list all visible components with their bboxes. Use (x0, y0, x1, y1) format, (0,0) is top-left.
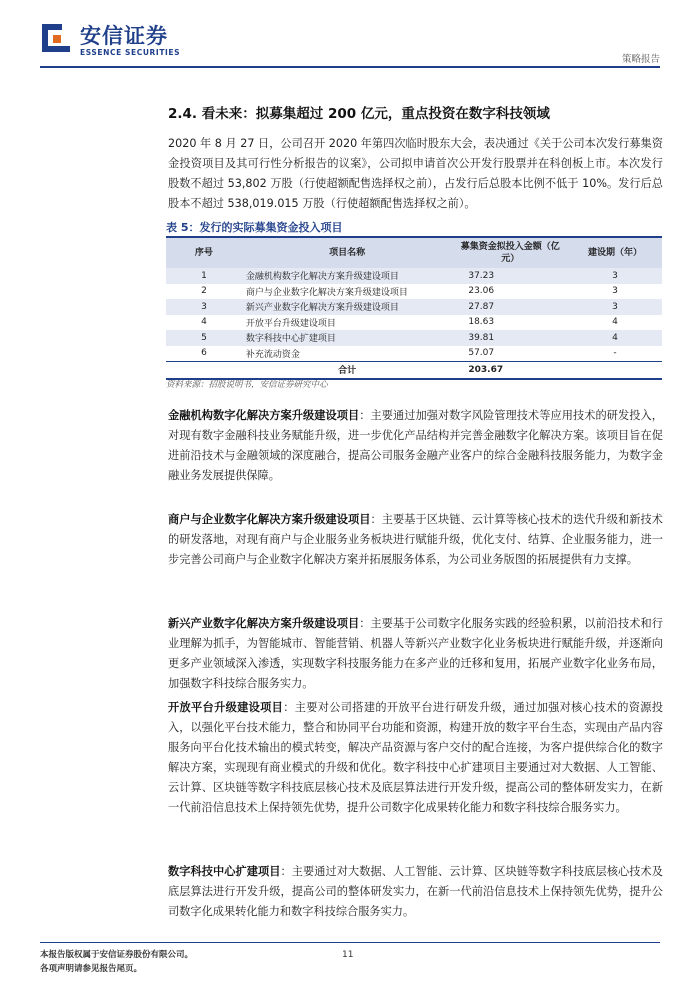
footer-divider (40, 942, 660, 943)
row-no: 4 (201, 317, 207, 328)
body-paragraph (168, 698, 663, 818)
row-project-name: 商户与企业数字化解决方案升级建设项目 (245, 287, 408, 298)
total-spacer (166, 362, 242, 379)
logo-english-name: ESSENCE SECURITIES (80, 48, 181, 57)
report-header (0, 0, 700, 70)
table-total-row (166, 362, 662, 379)
section-title: 2.4. 看未来：拟募集超过 200 亿元，重点投资在数字科技领域 (168, 106, 550, 122)
paragraph-text: ：主要通过对大数据、人工智能、云计算、区块链等数字科技底层核心技术及底层算法进行开发升级，提高公司的整体研发实力，在新一代前沿信息技术上保持领先优势，提升公司数字化成果转化能力和数字科技综合服务实力。 (168, 865, 663, 918)
body-paragraph (168, 614, 663, 694)
table-header-row (166, 237, 662, 268)
report-type-label: 策略报告 (621, 54, 660, 65)
row-period: 3 (612, 286, 618, 297)
page-number: 11 (342, 950, 354, 960)
table-row (166, 268, 662, 284)
body-paragraph (168, 406, 663, 486)
row-project-name: 金融机构数字化解决方案升级建设项目 (242, 268, 452, 284)
row-amount: 39.81 (452, 330, 568, 346)
row-period: 4 (612, 317, 618, 328)
table-row (166, 284, 662, 300)
row-amount: 57.07 (468, 348, 495, 359)
row-no: 3 (166, 299, 242, 315)
row-amount: 23.06 (468, 286, 495, 297)
row-period: 4 (568, 330, 662, 346)
row-no: 2 (201, 286, 207, 297)
essence-logo-icon (40, 22, 72, 54)
logo-chinese-name: 安信证券 (80, 24, 168, 48)
footer-copyright: 本报告版权属于安信证券股份有限公司。 (40, 950, 194, 960)
paragraph-lead: 数字科技中心扩建项目 (168, 865, 281, 878)
paragraph-text: ：主要基于区块链、云计算等核心技术的迭代升级和新技术的研发落地，对现有商户与企业服务业务板块进行赋能升级，优化支付、结算、企业服务能力，进一步完善公司商户与企业数字化解决方案并拓展服务体系，为公司业务版图的拓展提供有力支撑。 (168, 513, 663, 566)
body-paragraph (168, 510, 663, 570)
total-amount: 203.67 (452, 362, 568, 379)
row-no: 1 (166, 268, 242, 284)
row-amount: 27.87 (452, 299, 568, 315)
paragraph-lead: 新兴产业数字化解决方案升级建设项目 (168, 617, 360, 630)
paragraph-text: ：主要基于公司数字化服务实践的经验积累，以前沿技术和行业理解为抓手，为智能城市、智能营销、机器人等新兴产业数字化业务板块进行赋能升级，并逐渐向更多产业领域深入渗透，实现数字科技服务能力在多产业的迁移和复用，拓展产业数字化业务布局，加强数字科技综合服务实力。 (168, 617, 663, 690)
header-divider (40, 66, 660, 68)
table-row (166, 346, 662, 362)
paragraph-lead: 商户与企业数字化解决方案升级建设项目 (168, 513, 371, 526)
header-project-name: 项目名称 (242, 237, 452, 268)
row-amount: 37.23 (452, 268, 568, 284)
row-amount: 18.63 (468, 317, 495, 328)
row-no: 6 (201, 348, 207, 359)
header-amount: 募集资金拟投入金额（亿元） (452, 237, 568, 268)
row-project-name: 开放平台升级建设项目 (245, 318, 336, 329)
table-caption: 表 5：发行的实际募集资金投入项目 (166, 221, 343, 234)
row-period: 3 (568, 268, 662, 284)
total-label: 合计 (242, 362, 452, 379)
body-paragraph (168, 862, 663, 922)
row-project-name: 新兴产业数字化解决方案升级建设项目 (242, 299, 452, 315)
intro-paragraph: 2020 年 8 月 27 日，公司召开 2020 年第四次临时股东大会，表决通过《关于公司本次发行募集资金投资项目及其可行性分析报告的议案》，公司拟申请首次公开发行股票并在科创板上市。本次发行股数不超过 53,802 万股（行使超额配售选择权之前），占发行后总股本比例不低于 10%。发行后总股本不超过 538,019.015 万股（行使超额配售选择权之前）。 (168, 137, 663, 210)
paragraph-text: ：主要通过加强对数字风险管理技术等应用技术的研发投入，对现有数字金融科技业务赋能升级，进一步优化产品结构并完善金融数字化解决方案。该项目旨在促进前沿技术与金融领域的深度融合，提高公司服务金融产业客户的综合金融科技服务能力，为数字金融业务发展提供保障。 (168, 409, 663, 482)
header-no: 序号 (166, 237, 242, 268)
total-spacer (568, 362, 662, 379)
table-row (166, 315, 662, 331)
footer-notice: 各项声明请参见报告尾页。 (40, 964, 143, 974)
header-period: 建设期（年） (568, 237, 662, 268)
paragraph-text: ：主要对公司搭建的开放平台进行研发升级，通过加强对核心技术的资源投入，以强化平台技术能力，整合和协同平台功能和资源，构建开放的数字平台生态，实现由产品内容服务向平台化技术输出的模式转变，解决产品资源与客户交付的配合连接，为客户提供综合化的数字解决方案，实现现有商业模式的升级和优化。数字科技中心扩建项目主要通过对大数据、人工智能、云计算、区块链等数字科技底层核心技术及底层算法进行开发升级，提高公司的整体研发实力，在新一代前沿信息技术上保持领先优势，提升公司数字化成果转化能力和数字科技综合服务实力。 (168, 701, 663, 814)
fund-allocation-table (166, 236, 662, 380)
paragraph-lead: 金融机构数字化解决方案升级建设项目 (168, 409, 360, 422)
paragraph-lead: 开放平台升级建设项目 (168, 701, 284, 714)
row-period: 3 (568, 299, 662, 315)
footer-disclaimer (40, 948, 193, 976)
row-project-name: 数字科技中心扩建项目 (242, 330, 452, 346)
table-row (166, 299, 662, 315)
row-period: - (613, 348, 617, 359)
table-source-note: 资料来源：招股说明书，安信证券研究中心 (166, 380, 328, 390)
row-project-name: 补充流动资金 (245, 349, 300, 360)
row-no: 5 (166, 330, 242, 346)
table-row (166, 330, 662, 346)
